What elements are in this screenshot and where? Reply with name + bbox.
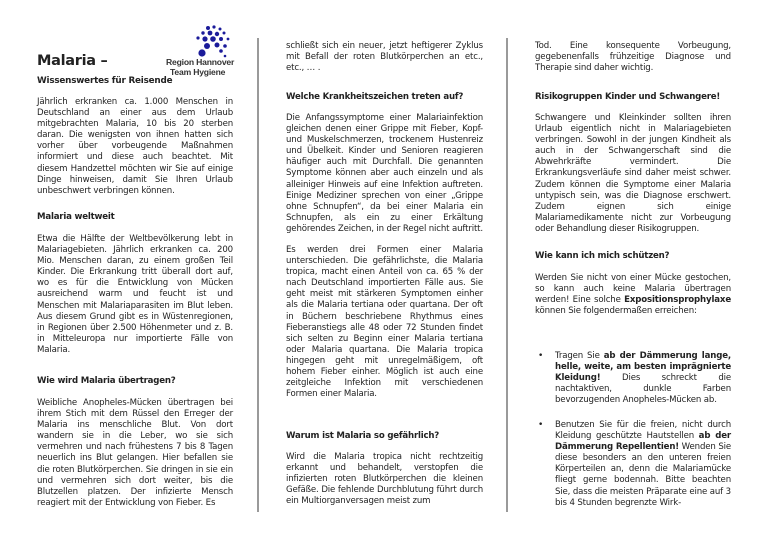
column-divider: [506, 38, 508, 512]
section-heading-gefahr: Warum ist Malaria so gefährlich?: [286, 431, 440, 441]
section-text-schutz-intro: Werden Sie nicht von einer Mücke gestochen, so kann auch keine Malaria übertragen werden! Eine solche Expositionsprophylaxe können Sie folgendermaßen erreichen:: [535, 273, 731, 317]
bullet-item-repellentien: Benutzen Sie für die freien, nicht durch Kleidung geschützte Hautstellen ab der Dämmerung Repellentien! Wenden Sie diese besonders an den unteren freien Körperteilen an, denn die Malariamücke fliegt gerne bodennah. Bitte beachten Sie, dass die meisten Präparate eine auf 3 bis 4 Stunden begrenzte Wirk-: [555, 420, 731, 508]
section-heading-malaria-weltweit: Malaria weltweit: [37, 212, 115, 222]
section-text-krankheitszeichen-a: Die Anfangssymptome einer Malariainfektion gleichen denen einer Grippe mit Fieber, Kopf- und Muskelschmerzen, trockenem Hustenreiz und Übelkeit. Kinder und Senioren reagieren häufiger auch mit Durchfall. Die genannten Symptome können aber auch einzeln und als alleiniger Hinweis auf eine Infektion auftreten. Einige Mediziner sprechen von einer „Grippe ohne Schnupfen“, da bei einer Malaria ein Schnupfen, als ein zu einer Erkältung gehörendes Zeichen, in der Regel nicht auftritt.: [286, 113, 483, 234]
logo-line-region: Region Hannover: [166, 57, 235, 67]
continuation-paragraph: schließt sich ein neuer, jetzt heftigerer Zyklus mit Befall der roten Blutkörperchen an etc., etc., … .: [286, 41, 483, 74]
bullet-marker: •: [538, 420, 544, 430]
bullet-item-kleidung: Tragen Sie ab der Dämmerung lange, helle, weite, am besten imprägnierte Kleidung! Dies schreckt die nachtaktiven, dunkle Farben bevorzugenden Anopheles-Mücken ab.: [555, 351, 731, 406]
continuation-paragraph: Tod. Eine konsequente Vorbeugung, gegebenenfalls frühzeitige Diagnose und Therapie sind daher wichtig.: [535, 41, 731, 74]
column-divider: [257, 38, 259, 512]
page-title: Malaria –: [37, 53, 108, 69]
section-heading-krankheitszeichen: Welche Krankheitszeichen treten auf?: [286, 92, 464, 102]
section-text-krankheitszeichen-b: Es werden drei Formen einer Malaria unterschieden. Die gefährlichste, die Malaria tropica, macht einen Anteil von ca. 65 % der nach Deutschland importierten Fälle aus. Sie geht meist mit stärkeren Symptomen einher als die Malaria tertiana oder quartana. Der oft in Büchern beschriebene Rhythmus eines Fieberanstiegs alle 48 oder 72 Stunden findet sich selten zu Beginn einer Malaria tertiana oder Malaria quartana. Die Malaria tropica hingegen geht mit unregelmäßigem, oft hohem Fieber einher. Möglich ist auch eine zeitgleiche Infektion mit verschiedenen Formen einer Malaria.: [286, 245, 483, 400]
section-text-gefahr: Wird die Malaria tropica nicht rechtzeitig erkannt und behandelt, verstopfen die infizierten roten Blutkörperchen die kleinen Gefäße. Die fehlende Durchblutung führt durch ein Multiorganversagen meist zum: [286, 452, 483, 507]
section-text-uebertragung: Weibliche Anopheles-Mücken übertragen bei ihrem Stich mit dem Rüssel den Erreger der Malaria ins menschliche Blut. Von dort wandern sie in die Leber, wo sie sich vermehren und nach frühestens 7 bis 8 Tagen neuerlich ins Blut gelangen. Hier befallen sie die roten Blutkörperchen. Sie dringen in sie ein und vermehren sich dort weiter, bis die Blutzellen platzen. Der infizierte Mensch reagiert mit der Entwicklung von Fieber. Es: [37, 398, 233, 508]
section-heading-schutz: Wie kann ich mich schützen?: [535, 251, 670, 261]
term-expositionsprophylaxe: Expositionsprophylaxe: [624, 295, 731, 306]
section-text-risikogruppen: Schwangere und Kleinkinder sollten ihren Urlaub eigentlich nicht in Malariagebieten verbringen. Sowohl in der jungen Kindheit als auch in der Schwangerschaft sind die Abwehrkräfte vermindert. Die Erkrankungsverläufe sind daher meist schwer. Zudem können die Symptome einer Malaria untypisch sein, was die Diagnose erschwert. Zudem eignen sich einige Malariamedikamente nicht zur Vorbeugung oder Behandlung dieser Risikogruppen.: [535, 113, 731, 234]
page-subtitle: Wissenswertes für Reisende: [37, 76, 173, 86]
section-heading-risikogruppen: Risikogruppen Kinder und Schwangere!: [535, 92, 721, 102]
bullet-marker: •: [538, 351, 544, 361]
section-heading-uebertragung: Wie wird Malaria übertragen?: [37, 376, 176, 386]
logo-line-team: Team Hygiene: [170, 66, 226, 77]
section-text-malaria-weltweit: Etwa die Hälfte der Weltbevölkerung lebt in Malariagebieten. Jährlich erkranken ca. 200 Mio. Menschen daran, zu einem großen Teil Kinder. Die Erkrankung tritt überall dort auf, wo es für die Entwicklung von Mücken ausreichend warm und feucht ist und Menschen mit Malariaparasiten im Blut leben. Aus diesem Grund gibt es in Wüstenregionen, in Regionen über 2.500 Höhenmeter und z. B. in Mitteleuropa nur importierte Fälle von Malaria.: [37, 234, 233, 355]
organization-logo-text: [166, 58, 234, 78]
intro-paragraph: Jährlich erkranken ca. 1.000 Menschen in Deutschland an einer aus dem Urlaub mitgebrachten Malaria, 10 bis 20 sterben daran. Die wenigsten von ihnen hatten sich vorher über vorbeugende Maßnahmen informiert und diese auch beachtet. Mit diesem Handzettel möchten wir Sie auf einige Dinge hinweisen, damit Sie Ihren Urlaub unbeschwert verbringen können.: [37, 97, 233, 196]
